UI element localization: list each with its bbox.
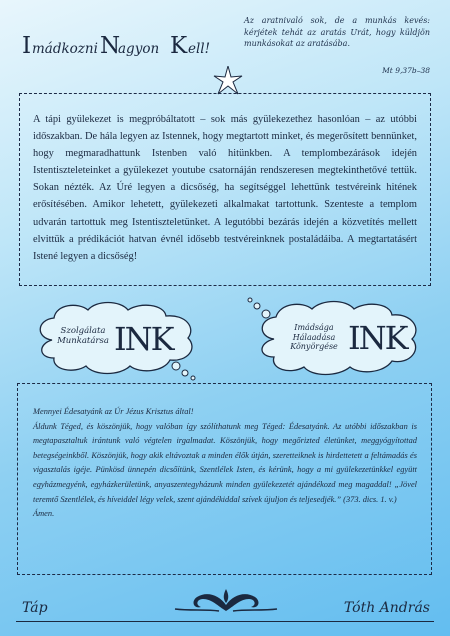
cloud-right-ink: INK (348, 319, 407, 357)
svg-text:mádkozni: mádkozni (32, 41, 98, 57)
svg-text:N: N (100, 33, 121, 59)
bible-quote-reference: Mt 9,37b–38 (382, 66, 430, 75)
page-title (22, 14, 232, 70)
footer-divider (16, 621, 434, 622)
bible-quote: Az aratnivaló sok, de a munkás kevés: kérjétek tehát az aratás Urát, hogy küldjön munkásokat az aratásába. (244, 16, 430, 48)
prayer-amen: Ámen. (33, 509, 55, 519)
svg-text:agyon: agyon (118, 41, 160, 57)
cloud-left-label (48, 326, 118, 346)
article-text: A tápi gyülekezet is megpróbáltatott – sok más gyülekezethez hasonlóan – az utóbbi időszakban. De hála legyen az Istennek, hogy megtartott minket, és megerősített bennünket, hogy megmaradhattunk Istenben való hitünkben. A templombezárások idején Istentiszteleteinket a gyülekezet youtube csatornáján rendszeresen megtekinthetővé tettük. Sokan nézték. Az Úré legyen a dicsőség, ha segítséggel lehettünk testvéreink hitének erősítésében. Amikor lehetett, gyülekezeti alkalmakat tartottunk. Szenteste a templom udvarán tartottuk meg Istentiszteletünket. A legutóbbi bezárás idején a közvetítés mellett elvittük a prédikációt hatvan évnél idősebb testvéreinknek postaládáiba. A megtartatásért Istené legyen a dicsőség! (33, 114, 417, 262)
svg-text:ell!: ell! (188, 41, 211, 57)
cloud-right-line1: Imádsága (294, 323, 334, 332)
cloud-left-line2: Munkatársa (57, 336, 109, 346)
cloud-left-ink: INK (114, 320, 173, 358)
title-lettering (22, 14, 232, 70)
prayer-text: Áldunk Téged, és köszönjük, hogy valóban így szólíthatunk meg Téged: Édesatyánk. Az utóbbi időszakban is megtapasztaltuk irántunk való végtelen irgalmadat. Köszönjük, hogy megőrizted életünket, meggyógyítottad betegségeinkből. Köszönjük, hogy akik eltávoztak a minden élők útján, szeretteiknek is hirdettetett a feltámadás és vigasztalás igéje. Pünkösd ünnepén dicsőítünk, Szentlélek Isten, és kérünk, hogy a mi gyülekezetünkkel együtt egyházmegyénk, egyházkerületünk, anyaszentegyházunk minden gyülekezetét ajándékozd meg magaddal! „Jövel teremtő Szentlélek, és híveiddel légy velek, szent ajándékiddal szívek újuljon és teljesedjék.” (373. dics. 1. v.) (33, 421, 417, 504)
footer-author: Tóth András (343, 600, 430, 616)
cloud-right-line3: Könyörgése (290, 342, 338, 351)
article-body (33, 111, 417, 265)
prayer-body (33, 405, 417, 522)
prayer-salutation: Mennyei Édesatyánk az Úr Jézus Krisztus által! (33, 407, 194, 416)
cloud-right-label (278, 323, 350, 352)
thought-cloud-left (30, 298, 205, 382)
svg-text:I: I (22, 33, 32, 59)
ornament-icon (171, 585, 281, 615)
thought-cloud-right (244, 291, 424, 383)
cloud-left-line1: Szolgálata (60, 326, 106, 336)
svg-text:K: K (170, 33, 188, 59)
cloud-right-line2: Hálaadása (292, 332, 336, 342)
star-icon (213, 66, 243, 96)
footer-location: Táp (22, 600, 48, 616)
